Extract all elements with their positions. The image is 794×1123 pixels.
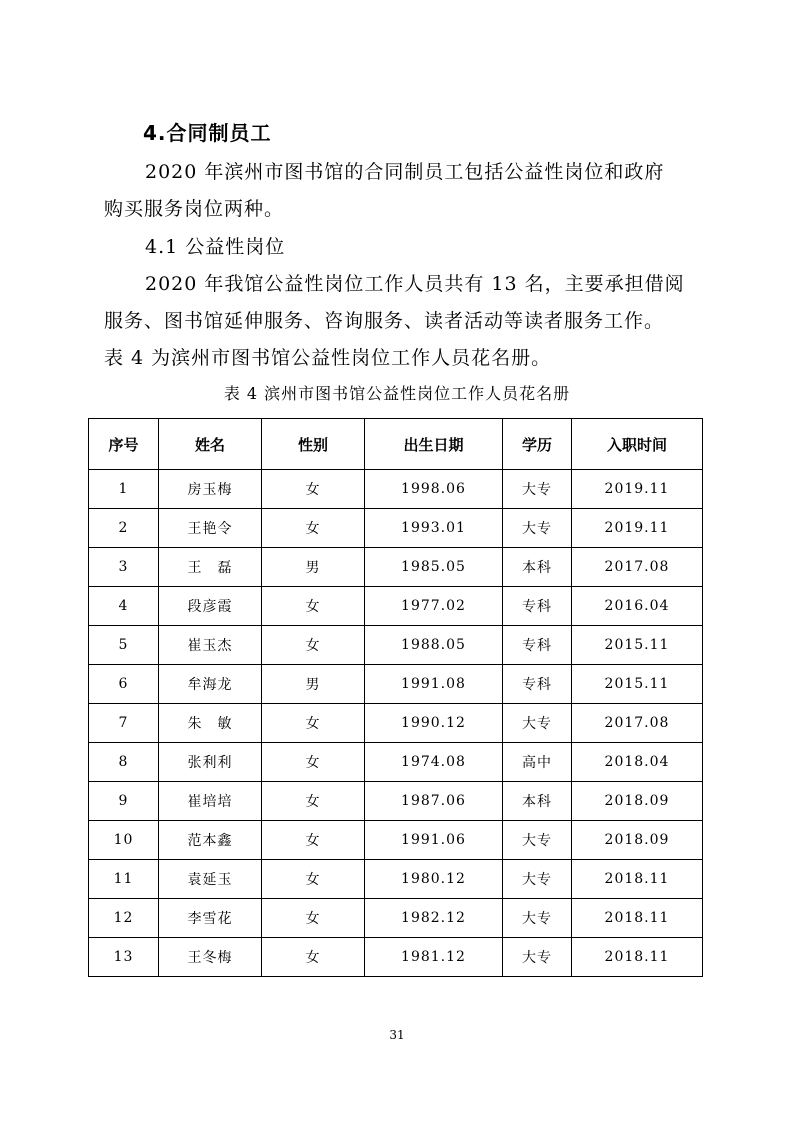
cell-education: 本科: [503, 782, 572, 821]
intro-paragraph: [104, 154, 704, 228]
cell-birth-date: 1991.06: [365, 821, 503, 860]
cell-education: 大专: [503, 899, 572, 938]
cell-name: 崔玉杰: [159, 626, 262, 665]
section-heading: 4.合同制员工: [143, 121, 272, 145]
cell-index: 5: [89, 626, 159, 665]
cell-birth-date: 1990.12: [365, 704, 503, 743]
cell-hire-date: 2017.08: [572, 704, 703, 743]
cell-name: 牟海龙: [159, 665, 262, 704]
cell-hire-date: 2019.11: [572, 509, 703, 548]
cell-gender: 男: [262, 548, 365, 587]
cell-name: 范本鑫: [159, 821, 262, 860]
cell-name: 张利利: [159, 743, 262, 782]
table-row: [89, 899, 703, 938]
table-row: [89, 509, 703, 548]
cell-name: 房玉梅: [159, 470, 262, 509]
body-line-1: 2020 年我馆公益性岗位工作人员共有 13 名，主要承担借阅: [145, 273, 685, 295]
table-row: [89, 860, 703, 899]
cell-gender: 女: [262, 899, 365, 938]
cell-gender: 女: [262, 509, 365, 548]
cell-name: 李雪花: [159, 899, 262, 938]
cell-birth-date: 1991.08: [365, 665, 503, 704]
cell-index: 8: [89, 743, 159, 782]
table-row: [89, 704, 703, 743]
cell-index: 10: [89, 821, 159, 860]
table-row: [89, 743, 703, 782]
cell-index: 2: [89, 509, 159, 548]
cell-birth-date: 1980.12: [365, 860, 503, 899]
cell-hire-date: 2015.11: [572, 626, 703, 665]
cell-education: 大专: [503, 509, 572, 548]
cell-education: 大专: [503, 470, 572, 509]
cell-education: 大专: [503, 938, 572, 977]
cell-index: 12: [89, 899, 159, 938]
table-row: [89, 548, 703, 587]
cell-education: 大专: [503, 704, 572, 743]
header-education: 学历: [503, 419, 572, 470]
cell-hire-date: 2018.11: [572, 938, 703, 977]
cell-birth-date: 1985.05: [365, 548, 503, 587]
table-body: [89, 470, 703, 977]
header-name: 姓名: [159, 419, 262, 470]
cell-education: 专科: [503, 587, 572, 626]
cell-index: 9: [89, 782, 159, 821]
cell-birth-date: 1988.05: [365, 626, 503, 665]
cell-gender: 女: [262, 821, 365, 860]
intro-line-2: 购买服务岗位两种。: [104, 198, 285, 220]
cell-hire-date: 2015.11: [572, 665, 703, 704]
cell-birth-date: 1987.06: [365, 782, 503, 821]
cell-name: 王冬梅: [159, 938, 262, 977]
cell-index: 11: [89, 860, 159, 899]
cell-hire-date: 2018.04: [572, 743, 703, 782]
cell-name: 崔培培: [159, 782, 262, 821]
cell-index: 3: [89, 548, 159, 587]
cell-index: 13: [89, 938, 159, 977]
cell-gender: 女: [262, 470, 365, 509]
cell-birth-date: 1998.06: [365, 470, 503, 509]
cell-name: 王艳令: [159, 509, 262, 548]
header-birth-date: 出生日期: [365, 419, 503, 470]
cell-hire-date: 2018.11: [572, 899, 703, 938]
cell-hire-date: 2017.08: [572, 548, 703, 587]
cell-education: 大专: [503, 821, 572, 860]
cell-birth-date: 1993.01: [365, 509, 503, 548]
cell-education: 专科: [503, 626, 572, 665]
subsection-heading: 4.1 公益性岗位: [145, 236, 286, 258]
cell-gender: 女: [262, 626, 365, 665]
cell-hire-date: 2018.11: [572, 860, 703, 899]
cell-education: 大专: [503, 860, 572, 899]
intro-line-1: 2020 年滨州市图书馆的合同制员工包括公益性岗位和政府: [145, 161, 665, 183]
header-gender: 性别: [262, 419, 365, 470]
table-caption: 表 4 滨州市图书馆公益性岗位工作人员花名册: [223, 384, 571, 403]
cell-hire-date: 2018.09: [572, 782, 703, 821]
cell-gender: 女: [262, 782, 365, 821]
cell-index: 4: [89, 587, 159, 626]
cell-gender: 女: [262, 743, 365, 782]
cell-education: 本科: [503, 548, 572, 587]
page-number: 31: [389, 1028, 405, 1042]
cell-gender: 男: [262, 665, 365, 704]
cell-gender: 女: [262, 587, 365, 626]
table-row: [89, 821, 703, 860]
cell-gender: 女: [262, 938, 365, 977]
cell-birth-date: 1982.12: [365, 899, 503, 938]
cell-birth-date: 1974.08: [365, 743, 503, 782]
table-row: [89, 665, 703, 704]
cell-index: 7: [89, 704, 159, 743]
cell-hire-date: 2018.09: [572, 821, 703, 860]
cell-birth-date: 1981.12: [365, 938, 503, 977]
cell-name: 朱 敏: [159, 704, 262, 743]
body-line-3: 表 4 为滨州市图书馆公益性岗位工作人员花名册。: [104, 347, 552, 369]
staff-roster-table: [88, 418, 703, 977]
cell-hire-date: 2016.04: [572, 587, 703, 626]
table-row: [89, 626, 703, 665]
header-hire-date: 入职时间: [572, 419, 703, 470]
cell-birth-date: 1977.02: [365, 587, 503, 626]
cell-name: 王 磊: [159, 548, 262, 587]
cell-hire-date: 2019.11: [572, 470, 703, 509]
header-index: 序号: [89, 419, 159, 470]
cell-name: 段彦霞: [159, 587, 262, 626]
table-row: [89, 470, 703, 509]
cell-education: 专科: [503, 665, 572, 704]
cell-index: 6: [89, 665, 159, 704]
table-row: [89, 938, 703, 977]
cell-gender: 女: [262, 704, 365, 743]
cell-index: 1: [89, 470, 159, 509]
body-paragraph: [104, 266, 704, 377]
table-row: [89, 782, 703, 821]
cell-education: 高中: [503, 743, 572, 782]
table-header-row: [89, 419, 703, 470]
table-row: [89, 587, 703, 626]
body-line-2: 服务、图书馆延伸服务、咨询服务、读者活动等读者服务工作。: [104, 310, 665, 332]
cell-name: 袁延玉: [159, 860, 262, 899]
cell-gender: 女: [262, 860, 365, 899]
